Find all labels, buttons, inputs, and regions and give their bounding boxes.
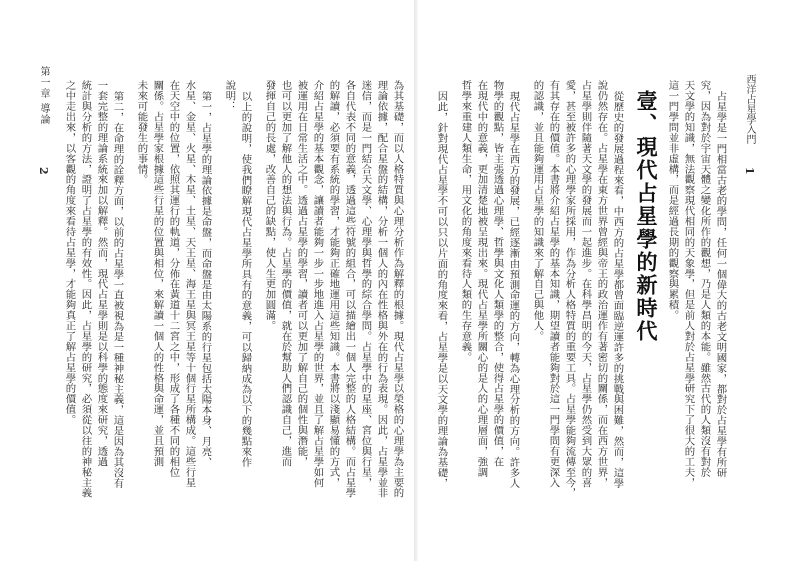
text-column: 愛，甚至被許多的心理學家所採用，作為分析人格特質的重要工具。占星學能夠流傳至今， (563, 80, 576, 498)
text-column: 理論依據，配合星盤的結構，分析一個人的內在性格與外在的行為表現。因此，占星學並非 (375, 80, 388, 498)
text-column: 現代占星學在西方的發展，已經逐漸由預測命運的方向，轉為心理分析的方向。許多人 (507, 91, 520, 489)
text-column: 未來可能發生的事情。 (135, 80, 148, 185)
text-column: 被運用在日常生活之中。透過占星學的學習，讀者可以更加了解自己的個性與潛能， (295, 80, 308, 467)
book-gutter (414, 0, 418, 561)
chapter-title: 壹、現代占星學的新時代 (634, 90, 659, 343)
text-column: 占星學則伴隨著天文學的發展而一起進步。在科學昌明的今天，占星學仍然受到大眾的喜 (579, 80, 592, 488)
page-number-left: 2 (37, 167, 50, 175)
text-column: 有其存在的價值。本書將介紹占星學的基本知識，期望讀者能夠對於這一門學問有更深入 (547, 80, 560, 488)
text-column: 因此，針對現代占星學不可以只以片面的角度來看，占星學是以天文學的理論為基礎， (435, 91, 448, 489)
text-column: 究，因為對於宇宙天體之變化所作的觀想，乃是人類的本能。雖然古代的人類沒有對於 (698, 80, 711, 478)
text-column: 統計與分析的方法，證明了占星學的有效性。因此，占星學的研究，必須從以往的神秘主義 (79, 80, 92, 498)
text-column: 介紹占星學的基本觀念，讓讀者能夠一步一步地進入占星學的世界，並且了解占星學如何 (311, 80, 324, 488)
text-column: 第二，在命理的詮釋方面，以前的占星學一直被視為是一種神秘主義，這是因為其沒有 (111, 91, 124, 489)
text-column: 哲學來重建人類生命，用文化的角度來看待人類的生存意義。 (459, 80, 472, 363)
text-column: 的解讀，必須要有系統的學習，才能夠正確地運用這些知識。本書將以淺顯易懂的方式， (327, 80, 340, 488)
text-column: 的認識，並且能夠運用占星學的知識來了解自己與他人。 (531, 80, 544, 342)
text-column: 這一門學問並非虛構，而是經過長期的觀察與累積。 (666, 80, 679, 321)
text-column: 關係。占星學家根據這些行星的位置與相位，來解讀一個人的性格與命運，並且預測 (151, 80, 164, 467)
text-column: 之中走出來，以客觀的角度來看待占星學，才能夠真正了解占星學的價值。 (63, 80, 76, 425)
text-column: 說仍然存在。占星學在東方世界曾經與帝王的政治運作有著密切的關係，而在西方世界， (595, 80, 608, 488)
text-column: 從歷史的發展過程來看，中西方的占星學都曾面臨逆運許多的挑戰與困難，然而，這學 (611, 91, 624, 489)
page-number-right: 1 (743, 167, 756, 175)
text-column: 物學的觀點，皆主張透過心理學、哲學與文化人類學的整合，使得占星學的價值，在 (491, 80, 504, 467)
running-head-left: 第一章 導論 (38, 66, 49, 126)
text-column: 以上的說明，使我們瞭解現代占星學所具有的意義，可以歸納成為以下的幾點來作 (239, 91, 252, 468)
text-column: 在現代中的意義，更加清楚地被呈現出來。現代占星學所關心的是人的心理層面，強調 (475, 80, 488, 478)
text-column: 為其基礎，而以人格特質與心理分析作為解釋的根據。現代占星學以榮格的心理學為主要的 (391, 80, 404, 498)
text-column: 天文學的知識，無法觀察現代相同的天象學，但是前人對於占星學研究下了很大的工夫， (682, 80, 695, 488)
text-column: 說明： (223, 80, 236, 112)
text-column: 一套完整的理論系統來加以解釋。然而，現代占星學則是以科學的態度來研究，透過 (95, 80, 108, 467)
text-column: 第一，占星學的理論依據是命盤，而命盤是由太陽系的行星包括太陽本身、月亮、 (199, 91, 212, 468)
text-column: 發揮自己的長處，改善自己的缺點，使人生更加圓滿。 (263, 80, 276, 331)
text-column: 水星、金星、火星、木星、土星、天王星、海王星與冥王星等十個行星所構成。這些行星 (183, 80, 196, 488)
text-column: 也可以更加了解他人的想法與行為。占星學的價值，就在於幫助人們認識自己，進而 (279, 80, 292, 467)
text-column: 迷信，而是一門結合天文學、心理學與哲學的綜合學問。占星學中的星座、宮位與行星， (359, 80, 372, 488)
running-head-right: 西洋占星學入門 (744, 74, 755, 144)
text-column: 占星學是一門相當古老的學問，任何一個偉大的古老文明國家，都對於占星學有所研 (714, 91, 727, 478)
text-column: 在天空中的位置，依照其運行的軌道，分佈在黃道十二宮之中，形成了各種不同的相位 (167, 80, 180, 478)
text-column: 各自代表不同的意義，透過這些符號的組合，可以描繪出一個人完整的人格結構。而占星學 (343, 80, 356, 498)
